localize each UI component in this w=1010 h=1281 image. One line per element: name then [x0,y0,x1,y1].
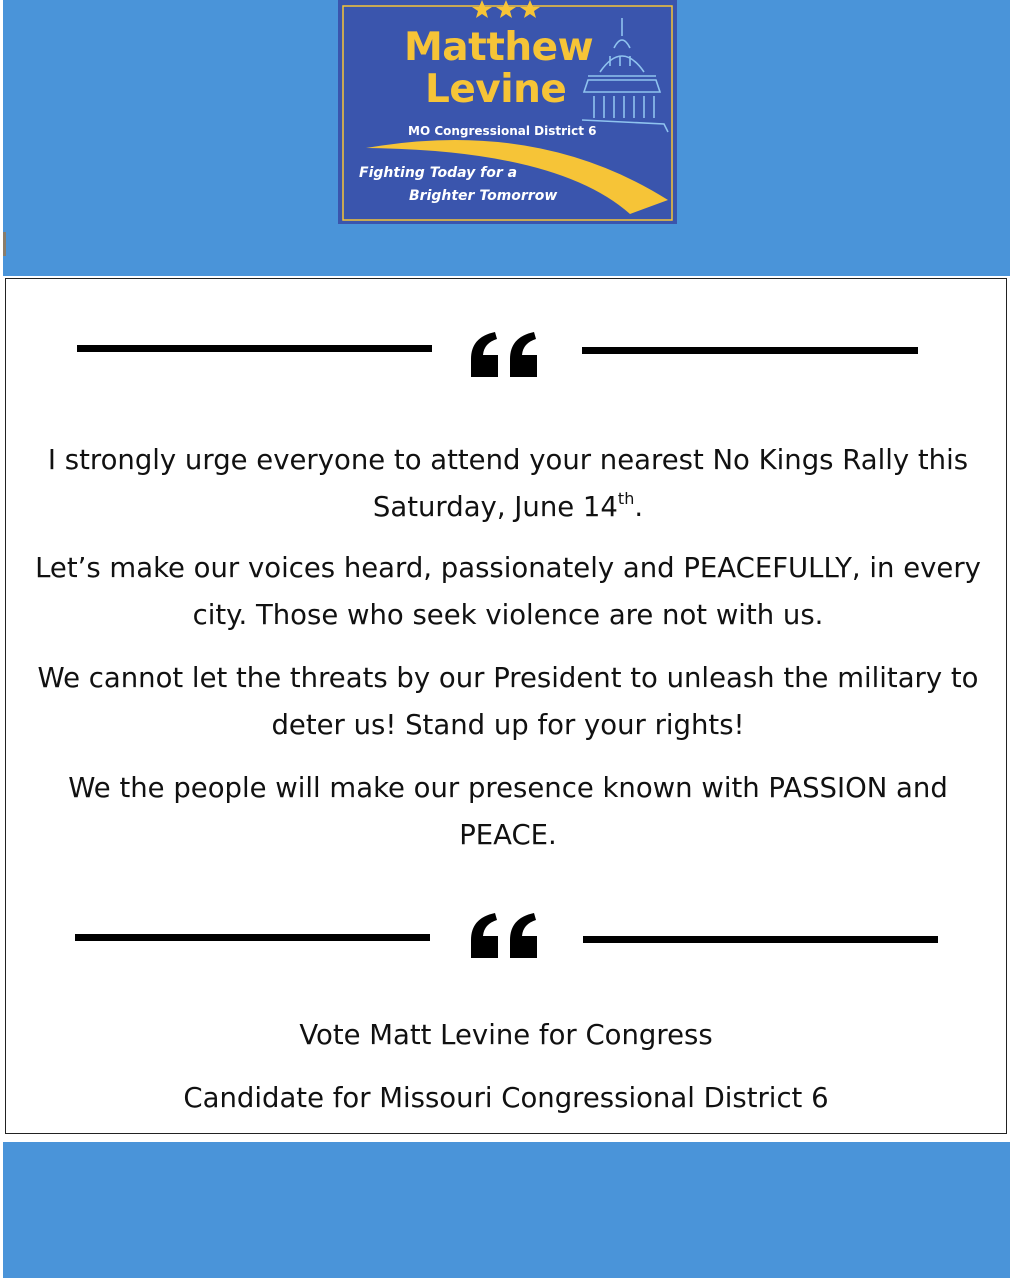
star-icon [472,0,540,18]
statement-box [5,278,1007,1134]
logo-first-name: Matthew [404,25,594,70]
statement-paragraph-1-end: . [634,491,644,523]
logo-last-name: Levine [425,67,567,112]
candidate-line: Candidate for Missouri Congressional District 6 [183,1082,829,1114]
bottom-banner [3,1142,1010,1278]
bottom-left-rule [75,934,430,941]
logo-tagline-line2: Brighter Tomorrow [409,188,558,204]
top-right-rule [582,347,918,354]
edge-mark [3,232,6,256]
logo-district: MO Congressional District 6 [408,124,597,138]
campaign-logo [338,0,677,224]
statement-paragraph-2: Let’s make our voices heard, passionately and PEACEFULLY, in every city. Those who seek violence are not with us. [35,552,981,631]
top-left-rule [77,345,432,352]
vote-slogan: Vote Matt Levine for Congress [299,1019,713,1051]
statement-paragraph-3: We cannot let the threats by our President to unleash the military to deter us! Stand up for your rights! [37,662,979,741]
statement-paragraph-1 [18,437,998,531]
statement-paragraph-4: We the people will make our presence known with PASSION and PEACE. [68,772,948,851]
statement-paragraph-1-text: I strongly urge everyone to attend your nearest No Kings Rally this Saturday, June 14 [47,444,969,523]
quotation-mark-icon [468,912,548,972]
quotation-mark-icon [468,331,548,391]
bottom-right-rule [583,936,938,943]
ordinal-suffix: th [617,488,635,508]
logo-tagline-line1: Fighting Today for a [359,165,518,181]
